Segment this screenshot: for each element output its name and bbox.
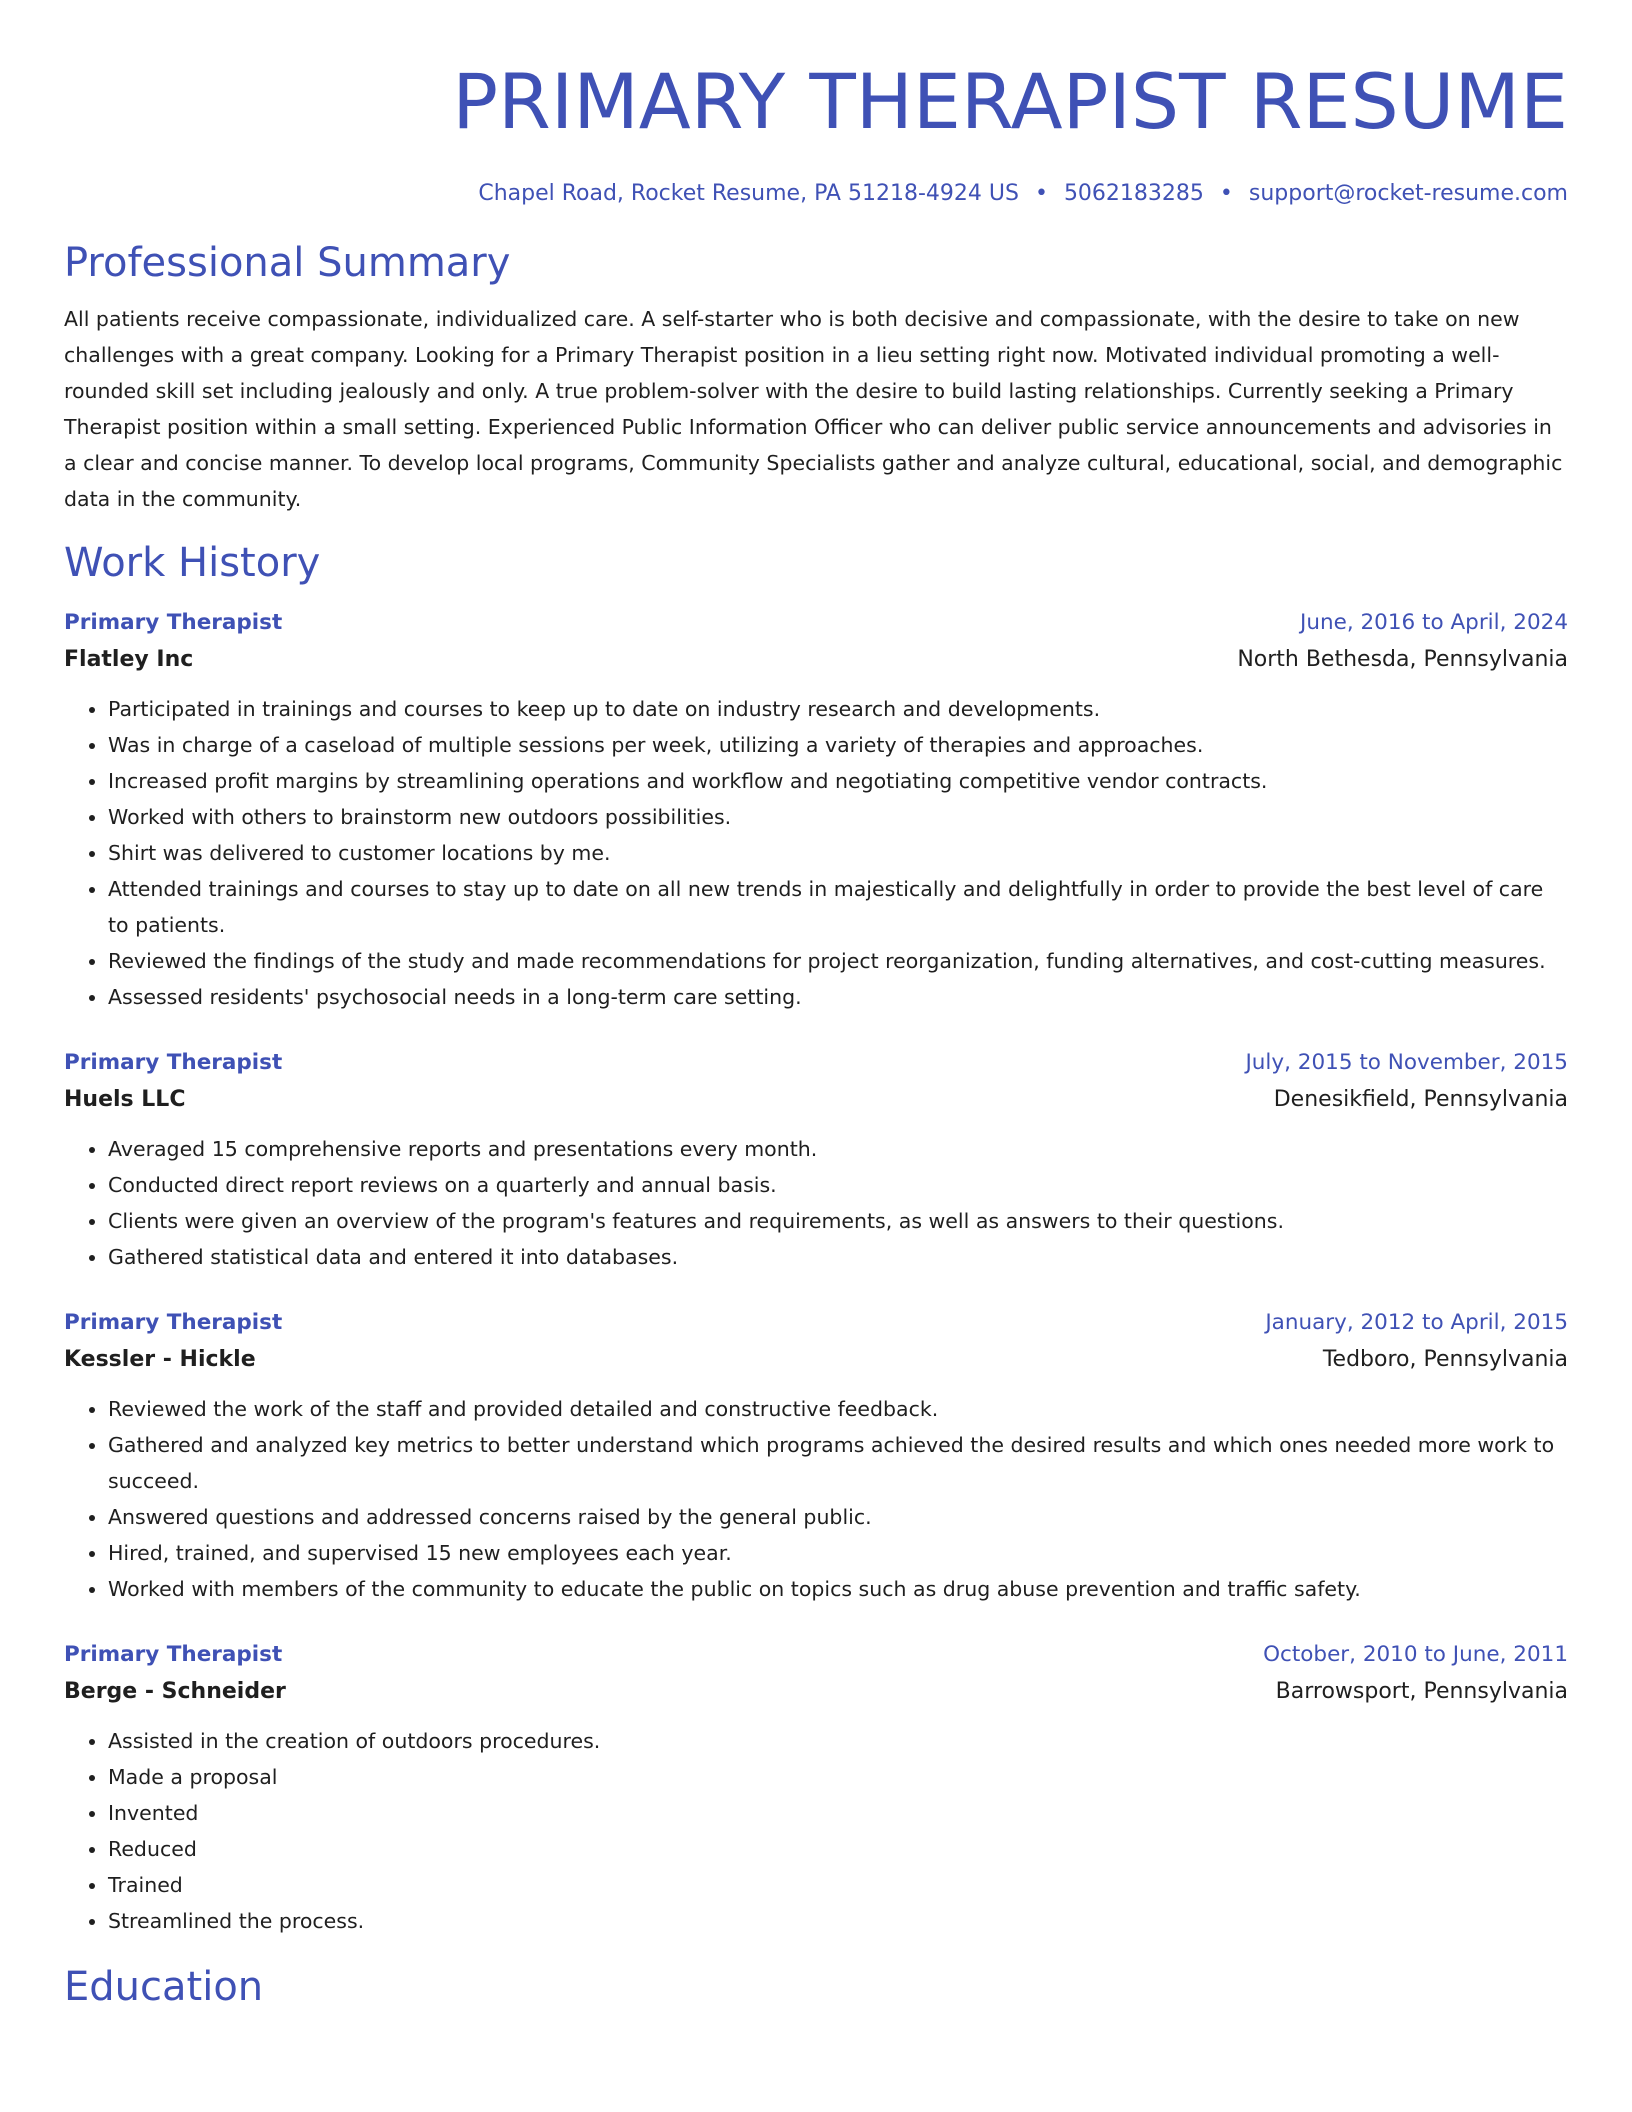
job-company-row [64, 1341, 1568, 1379]
job-entry [64, 1045, 1568, 1275]
job-location: Barrowsport, Pennsylvania [1275, 1679, 1568, 1704]
resume-header [64, 0, 1568, 209]
job-company: Berge - Schneider [64, 1679, 286, 1704]
job-title-row [64, 1305, 1568, 1341]
job-company: Flatley Inc [64, 647, 194, 672]
job-dates: June, 2016 to April, 2024 [1300, 610, 1568, 635]
job-dates: July, 2015 to November, 2015 [1245, 1050, 1568, 1075]
job-title: Primary Therapist [64, 1050, 283, 1075]
contact-email: support@rocket-resume.com [1248, 181, 1568, 206]
job-location: North Bethesda, Pennsylvania [1237, 647, 1568, 672]
job-bullet: • Clients were given an overview of the program's features and requirements, as well as answers to their questions. [108, 1203, 1568, 1239]
job-bullets [64, 1131, 1568, 1275]
education-section [64, 1961, 1568, 2013]
contact-phone: 5062183285 [1063, 181, 1204, 206]
job-location: Denesikfield, Pennsylvania [1273, 1087, 1568, 1112]
work-history-heading: Work History [64, 540, 321, 586]
contact-line [64, 179, 1568, 209]
job-bullet: • Was in charge of a caseload of multiple sessions per week, utilizing a variety of therapies and approaches. [108, 727, 1568, 763]
job-company-row [64, 1081, 1568, 1119]
job-bullet: • Reviewed the work of the staff and provided detailed and constructive feedback. [108, 1391, 1568, 1427]
job-bullets [64, 1391, 1568, 1607]
job-title: Primary Therapist [64, 610, 283, 635]
job-bullet: • Reviewed the findings of the study and made recommendations for project reorganization, funding alternatives, and cost-cutting measures. [108, 943, 1568, 979]
education-heading: Education [64, 1964, 264, 2010]
job-bullet: • Averaged 15 comprehensive reports and presentations every month. [108, 1131, 1568, 1167]
job-title: Primary Therapist [64, 1642, 283, 1667]
summary-text: All patients receive compassionate, individualized care. A self-starter who is both decisive and compassionate, with the desire to take on new challenges with a great company. Looking for a Primary Therapist position in a lieu setting right now. Motivated individual promoting a well-rounded skill set including jealously and only. A true problem-solver with the desire to build lasting relationships. Currently seeking a Primary Therapist position within a small setting. Experienced Public Information Officer who can deliver public service announcements and advisories in a clear and concise manner. To develop local programs, Community Specialists gather and analyze cultural, educational, social, and demographic data in the community. [64, 307, 1563, 511]
job-dates: January, 2012 to April, 2015 [1265, 1310, 1568, 1335]
summary-section [64, 237, 1568, 517]
job-bullet: • Conducted direct report reviews on a quarterly and annual basis. [108, 1167, 1568, 1203]
contact-separator: • [1219, 181, 1233, 206]
job-company: Huels LLC [64, 1087, 186, 1112]
job-company-row [64, 641, 1568, 679]
job-bullet: • Worked with others to brainstorm new outdoors possibilities. [108, 799, 1568, 835]
job-title: Primary Therapist [64, 1310, 283, 1335]
job-bullet: • Assessed residents' psychosocial needs in a long-term care setting. [108, 979, 1568, 1015]
job-title-row [64, 1045, 1568, 1081]
job-entry [64, 1305, 1568, 1607]
contact-separator: • [1034, 181, 1048, 206]
summary-heading: Professional Summary [64, 240, 511, 286]
job-bullet: • Assisted in the creation of outdoors procedures. [108, 1723, 1568, 1759]
job-bullet: • Attended trainings and courses to stay up to date on all new trends in majestically and delightfully in order to provide the best level of care to patients. [108, 871, 1568, 943]
job-entry [64, 1637, 1568, 1939]
job-bullet: • Shirt was delivered to customer locations by me. [108, 835, 1568, 871]
job-location: Tedboro, Pennsylvania [1322, 1347, 1568, 1372]
job-title-row [64, 1637, 1568, 1673]
job-bullet: • Streamlined the process. [108, 1903, 1568, 1939]
job-bullet: • Worked with members of the community to educate the public on topics such as drug abuse prevention and traffic safety. [108, 1571, 1568, 1607]
job-title-row [64, 605, 1568, 641]
page-title: PRIMARY THERAPIST RESUME [452, 57, 1568, 146]
job-bullet: • Made a proposal [108, 1759, 1568, 1795]
job-bullet: • Gathered and analyzed key metrics to better understand which programs achieved the desired results and which ones needed more work to succeed. [108, 1427, 1568, 1499]
job-bullet: • Trained [108, 1867, 1568, 1903]
job-company-row [64, 1673, 1568, 1711]
job-dates: October, 2010 to June, 2011 [1263, 1642, 1568, 1667]
job-bullet: • Gathered statistical data and entered it into databases. [108, 1239, 1568, 1275]
job-company: Kessler - Hickle [64, 1347, 256, 1372]
contact-address: Chapel Road, Rocket Resume, PA 51218-4924 US [478, 181, 1019, 206]
job-bullet: • Invented [108, 1795, 1568, 1831]
job-bullet: • Reduced [108, 1831, 1568, 1867]
work-history-section [64, 537, 1568, 1939]
job-bullet: • Increased profit margins by streamlining operations and workflow and negotiating competitive vendor contracts. [108, 763, 1568, 799]
job-bullet: • Hired, trained, and supervised 15 new employees each year. [108, 1535, 1568, 1571]
job-bullet: • Answered questions and addressed concerns raised by the general public. [108, 1499, 1568, 1535]
job-bullets [64, 691, 1568, 1015]
job-entry [64, 605, 1568, 1015]
job-bullets [64, 1723, 1568, 1939]
job-bullet: • Participated in trainings and courses to keep up to date on industry research and developments. [108, 691, 1568, 727]
